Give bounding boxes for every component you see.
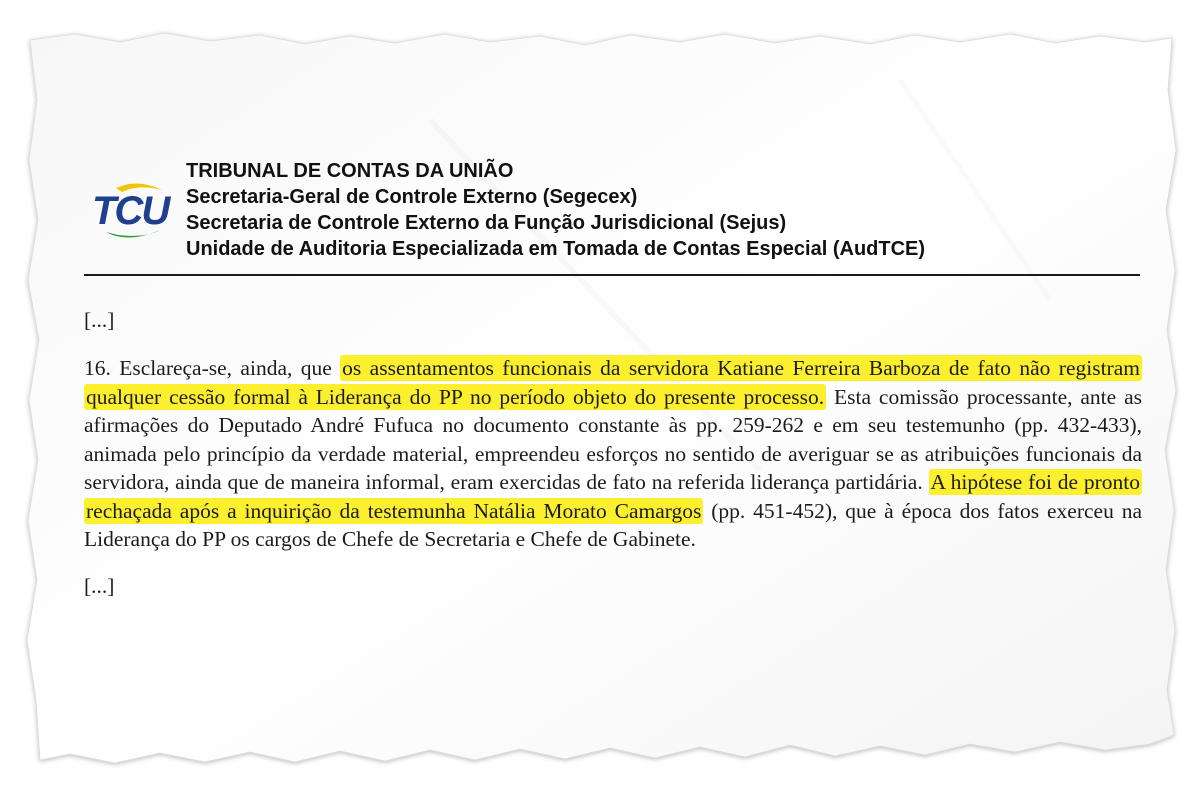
header-line-sejus: Secretaria de Controle Externo da Função Jurisdicional (Sejus) <box>186 212 787 234</box>
tcu-logo <box>88 180 180 242</box>
header-text-block <box>186 158 925 262</box>
ellipsis-top: [...] <box>84 308 115 332</box>
paragraph-text-2: Esta comissão processante, ante as afirmações do Deputado André Fufuca no documento constante às pp. 259-262 e em seu testemunho (pp. 432-433), animada pelo princípio da verdade material, empreendeu esforços no sentido de averiguar se as atribuições funcionais da servidora, ainda que de maneira informal, eram exercidas de fato na referida liderança partidária. <box>84 384 1142 494</box>
document-body <box>84 306 1142 600</box>
header-divider <box>84 274 1140 276</box>
paragraph-text-1: 16. Esclareça-se, ainda, que <box>84 356 341 380</box>
highlighted-text-2: A hipótese foi de pronto rechaçada após a inquirição da testemunha Natália Morato Camargos <box>86 470 1140 523</box>
logo-text: TCU <box>92 189 169 233</box>
highlighted-text-1: os assentamentos funcionais da servidora Katiane Ferreira Barboza de fato não registram qualquer cessão formal à Liderança do PP no período objeto do presente processo. <box>86 356 1140 409</box>
ellipsis-bottom: [...] <box>84 573 115 598</box>
document-header <box>88 158 1148 268</box>
header-line-audtce: Unidade de Auditoria Especializada em Tomada de Contas Especial (AudTCE) <box>186 238 926 260</box>
paragraph-16 <box>84 354 1142 554</box>
header-line-segecex: Secretaria-Geral de Controle Externo (Segecex) <box>186 186 638 208</box>
paragraph-text-3: (pp. 451-452), que à época dos fatos exerceu na Liderança do PP os cargos de Chefe de Secretaria e Chefe de Gabinete. <box>84 498 1142 551</box>
header-line-tribunal: TRIBUNAL DE CONTAS DA UNIÃO <box>186 160 514 182</box>
